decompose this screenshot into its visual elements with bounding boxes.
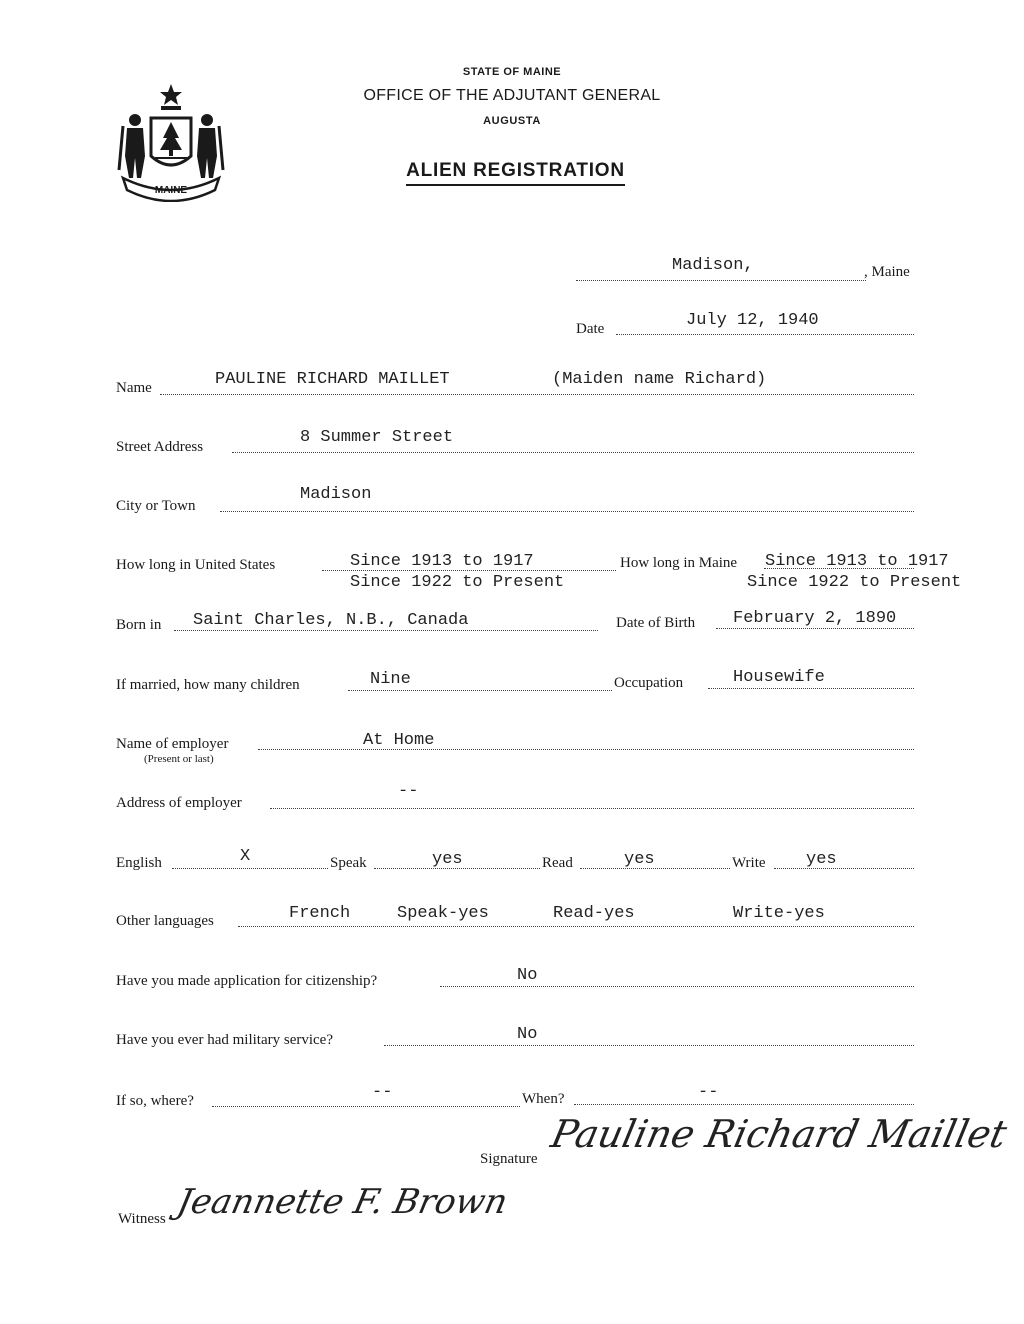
place-suffix-label: , Maine [864, 264, 910, 280]
other-languages-line [238, 926, 914, 927]
write-line [774, 868, 914, 869]
citizenship-value[interactable]: No [517, 966, 538, 985]
signature-label: Signature [480, 1151, 538, 1167]
military-value[interactable]: No [517, 1025, 538, 1044]
form-title [0, 160, 1024, 182]
employer-label: Name of employer [116, 736, 229, 752]
born-value[interactable]: Saint Charles, N.B., Canada [193, 611, 469, 630]
children-value[interactable]: Nine [370, 670, 411, 689]
read-label: Read [542, 855, 573, 871]
seal-banner-text: MAINE [154, 185, 188, 196]
maine-value-1[interactable]: Since 1913 to 1917 [765, 552, 949, 571]
read-value[interactable]: yes [624, 850, 655, 869]
dob-line [716, 628, 914, 629]
other-write-value[interactable]: Write-yes [733, 904, 825, 923]
header-city: AUGUSTA [483, 115, 541, 127]
city-line [220, 511, 914, 512]
employer-sublabel: (Present or last) [144, 753, 214, 765]
when-value[interactable]: -- [698, 1083, 719, 1102]
born-line [174, 630, 598, 631]
name-line [160, 394, 914, 395]
read-line [580, 868, 730, 869]
when-line [574, 1104, 914, 1105]
other-languages-label: Other languages [116, 913, 214, 929]
date-line [616, 334, 914, 335]
witness-label: Witness [118, 1211, 166, 1227]
citizenship-line [440, 986, 914, 987]
other-read-value[interactable]: Read-yes [553, 904, 635, 923]
us-label: How long in United States [116, 557, 276, 573]
military-line [384, 1045, 914, 1046]
dob-value[interactable]: February 2, 1890 [733, 609, 897, 628]
street-value[interactable]: 8 Summer Street [300, 428, 454, 447]
date-label: Date [576, 321, 605, 337]
children-line [348, 690, 612, 691]
maiden-name-note[interactable]: (Maiden name Richard) [552, 370, 767, 389]
speak-label: Speak [330, 855, 367, 871]
other-languages-value[interactable]: French [289, 904, 351, 923]
occupation-label: Occupation [614, 675, 684, 691]
dob-label: Date of Birth [616, 615, 696, 631]
where-line [212, 1106, 520, 1107]
occupation-line [708, 688, 914, 689]
english-label: English [116, 855, 162, 871]
other-speak-value[interactable]: Speak-yes [397, 904, 489, 923]
employer-address-value[interactable]: -- [398, 782, 419, 801]
where-value[interactable]: -- [372, 1083, 393, 1102]
place-value[interactable]: Madison, [672, 256, 754, 275]
write-label: Write [732, 855, 766, 871]
name-label: Name [116, 380, 152, 396]
header-state: STATE OF MAINE [462, 66, 562, 78]
military-label: Have you ever had military service? [116, 1032, 333, 1048]
city-label: City or Town [116, 498, 196, 514]
witness-value[interactable]: Jeannette F. Brown [173, 1182, 512, 1222]
place-line [576, 280, 866, 281]
employer-address-line [270, 808, 914, 809]
occupation-value[interactable]: Housewife [733, 668, 825, 687]
citizenship-label: Have you made application for citizenship? [116, 973, 378, 989]
header-office: OFFICE OF THE ADJUTANT GENERAL [363, 87, 661, 104]
us-value-2[interactable]: Since 1922 to Present [350, 573, 565, 592]
english-line [172, 868, 328, 869]
speak-value[interactable]: yes [432, 850, 463, 869]
born-label: Born in [116, 617, 162, 633]
street-line [232, 452, 914, 453]
maine-value-2[interactable]: Since 1922 to Present [747, 573, 962, 592]
children-label: If married, how many children [116, 677, 300, 693]
form-title-text: ALIEN REGISTRATION [406, 160, 625, 186]
english-value[interactable]: X [240, 847, 251, 866]
street-label: Street Address [116, 439, 204, 455]
city-value[interactable]: Madison [300, 485, 372, 504]
write-value[interactable]: yes [806, 850, 837, 869]
name-value[interactable]: PAULINE RICHARD MAILLET [215, 370, 450, 389]
where-label: If so, where? [116, 1093, 194, 1109]
employer-address-label: Address of employer [116, 795, 242, 811]
date-value[interactable]: July 12, 1940 [686, 311, 819, 330]
employer-value[interactable]: At Home [363, 731, 435, 750]
employer-line [258, 749, 914, 750]
maine-label: How long in Maine [620, 555, 738, 571]
when-label: When? [522, 1091, 565, 1107]
us-value-1[interactable]: Since 1913 to 1917 [350, 552, 534, 571]
signature-value[interactable]: Pauline Richard Maillet [547, 1112, 1011, 1156]
